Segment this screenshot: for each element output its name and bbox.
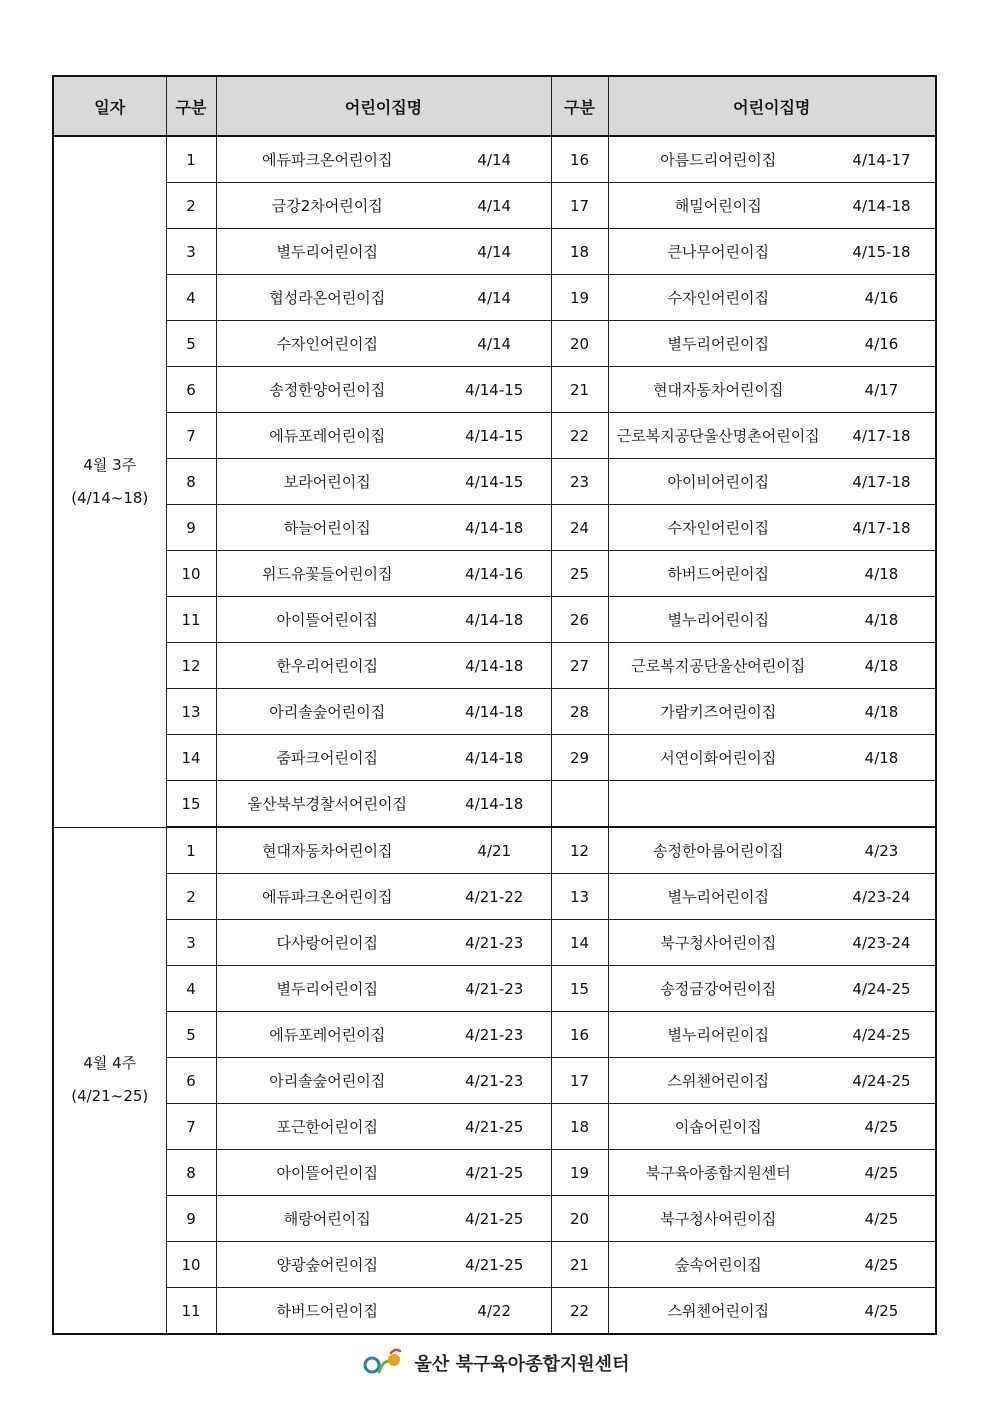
row-num-right [551,781,608,828]
visit-date-right: 4/25 [828,1150,936,1196]
center-name-right: 아이비어린이집 [608,459,828,505]
center-name-right: 송정한아름어린이집 [608,827,828,874]
row-num-left: 2 [166,183,216,229]
row-num-right: 17 [551,1058,608,1104]
week-range: (4/14~18) [71,488,149,507]
table-row [53,1104,936,1150]
row-num-right: 22 [551,1288,608,1335]
table-row [53,1288,936,1335]
center-name-right: 근로복지공단울산어린이집 [608,643,828,689]
row-num-right: 20 [551,321,608,367]
center-name-left: 송정한양어린이집 [216,367,438,413]
row-num-left: 11 [166,1288,216,1335]
header-name-left: 어린이집명 [216,76,551,136]
row-num-left: 9 [166,505,216,551]
center-name-left: 양광숲어린이집 [216,1242,438,1288]
visit-date-right: 4/24-25 [828,966,936,1012]
row-num-right: 18 [551,229,608,275]
center-name-left: 아이뜰어린이집 [216,597,438,643]
table-row [53,551,936,597]
table-row [53,1242,936,1288]
header-date: 일자 [53,76,166,136]
visit-date-left: 4/14 [438,229,551,275]
table-row [53,321,936,367]
table-row [53,459,936,505]
header-num-right: 구분 [551,76,608,136]
center-name-left: 별두리어린이집 [216,229,438,275]
center-name-right: 별누리어린이집 [608,597,828,643]
center-name-left: 줌파크어린이집 [216,735,438,781]
center-name-left: 해랑어린이집 [216,1196,438,1242]
center-name-right: 근로복지공단울산명촌어린이집 [608,413,828,459]
visit-date-right: 4/24-25 [828,1012,936,1058]
center-name-left: 보라어린이집 [216,459,438,505]
row-num-right: 14 [551,920,608,966]
visit-date-left: 4/14-15 [438,459,551,505]
center-name-left: 별두리어린이집 [216,966,438,1012]
row-num-left: 7 [166,413,216,459]
visit-date-left: 4/21-23 [438,1012,551,1058]
center-name-right: 스위첸어린이집 [608,1058,828,1104]
center-name-left: 현대자동차어린이집 [216,827,438,874]
row-num-left: 5 [166,321,216,367]
week-cell [53,136,166,827]
visit-date-left: 4/21-23 [438,920,551,966]
center-name-right: 가람키즈어린이집 [608,689,828,735]
visit-date-left: 4/21-22 [438,874,551,920]
visit-date-right: 4/15-18 [828,229,936,275]
row-num-left: 12 [166,643,216,689]
center-name-left: 에듀파크온어린이집 [216,874,438,920]
week-range: (4/21~25) [71,1087,149,1106]
table-row [53,1150,936,1196]
visit-date-right: 4/25 [828,1196,936,1242]
header-num-left: 구분 [166,76,216,136]
center-name-right: 현대자동차어린이집 [608,367,828,413]
table-row [53,229,936,275]
visit-date-left: 4/14-18 [438,735,551,781]
week-label: 4월 3주 [83,455,137,474]
table-row [53,136,936,183]
row-num-right: 23 [551,459,608,505]
center-name-left: 아리솔숲어린이집 [216,1058,438,1104]
center-name-left: 아이뜰어린이집 [216,1150,438,1196]
row-num-left: 3 [166,229,216,275]
visit-date-left: 4/14-18 [438,781,551,828]
row-num-right: 19 [551,1150,608,1196]
table-row [53,413,936,459]
footer [0,1345,992,1381]
visit-date-right: 4/16 [828,321,936,367]
row-num-right: 13 [551,874,608,920]
visit-date-left: 4/22 [438,1288,551,1335]
center-name-right: 큰나무어린이집 [608,229,828,275]
row-num-left: 13 [166,689,216,735]
center-name-right: 별두리어린이집 [608,321,828,367]
row-num-left: 1 [166,136,216,183]
table-row [53,1012,936,1058]
center-name-right [608,781,828,828]
table-row [53,874,936,920]
center-name-left: 하버드어린이집 [216,1288,438,1335]
center-name-left: 하늘어린이집 [216,505,438,551]
row-num-left: 6 [166,367,216,413]
visit-date-left: 4/14-18 [438,689,551,735]
row-num-left: 1 [166,827,216,874]
table-row [53,505,936,551]
visit-date-right: 4/18 [828,689,936,735]
visit-date-left: 4/14 [438,321,551,367]
center-name-right: 스위첸어린이집 [608,1288,828,1335]
row-num-right: 22 [551,413,608,459]
center-name-right: 해밀어린이집 [608,183,828,229]
visit-date-right: 4/23 [828,827,936,874]
table-row [53,367,936,413]
row-num-left: 15 [166,781,216,828]
table-row [53,735,936,781]
visit-date-right [828,781,936,828]
week-label: 4월 4주 [83,1054,137,1073]
row-num-left: 6 [166,1058,216,1104]
table-row [53,1196,936,1242]
visit-date-right: 4/25 [828,1242,936,1288]
visit-date-right: 4/17-18 [828,459,936,505]
visit-date-right: 4/17-18 [828,505,936,551]
schedule-body [53,136,936,1334]
row-num-right: 16 [551,136,608,183]
row-num-left: 10 [166,1242,216,1288]
table-row [53,643,936,689]
visit-date-left: 4/21-23 [438,966,551,1012]
visit-date-left: 4/14 [438,183,551,229]
header-name-right: 어린이집명 [608,76,936,136]
center-name-left: 포근한어린이집 [216,1104,438,1150]
schedule-table [52,75,937,1335]
center-name-right: 숲속어린이집 [608,1242,828,1288]
visit-date-left: 4/14-18 [438,643,551,689]
visit-date-left: 4/14-18 [438,505,551,551]
row-num-left: 5 [166,1012,216,1058]
center-name-left: 금강2차어린이집 [216,183,438,229]
center-name-right: 수자인어린이집 [608,275,828,321]
row-num-right: 18 [551,1104,608,1150]
row-num-right: 27 [551,643,608,689]
row-num-right: 21 [551,1242,608,1288]
visit-date-left: 4/14 [438,275,551,321]
row-num-left: 2 [166,874,216,920]
visit-date-left: 4/14-15 [438,413,551,459]
visit-date-left: 4/14-16 [438,551,551,597]
center-name-left: 에듀포레어린이집 [216,1012,438,1058]
visit-date-right: 4/16 [828,275,936,321]
center-name-left: 에듀파크온어린이집 [216,136,438,183]
row-num-right: 17 [551,183,608,229]
row-num-left: 4 [166,275,216,321]
visit-date-right: 4/18 [828,643,936,689]
row-num-left: 8 [166,459,216,505]
visit-date-right: 4/25 [828,1288,936,1335]
center-name-right: 하버드어린이집 [608,551,828,597]
center-name-right: 북구청사어린이집 [608,1196,828,1242]
center-name-right: 북구청사어린이집 [608,920,828,966]
visit-date-right: 4/18 [828,735,936,781]
center-logo-icon [363,1348,407,1378]
center-name-left: 에듀포레어린이집 [216,413,438,459]
org-name: 울산 북구육아종합지원센터 [414,1354,630,1375]
table-row [53,597,936,643]
table-row [53,183,936,229]
row-num-left: 11 [166,597,216,643]
row-num-left: 9 [166,1196,216,1242]
visit-date-right: 4/18 [828,551,936,597]
center-name-right: 별누리어린이집 [608,1012,828,1058]
visit-date-right: 4/14-18 [828,183,936,229]
visit-date-left: 4/21 [438,827,551,874]
center-name-right: 송정금강어린이집 [608,966,828,1012]
row-num-right: 16 [551,1012,608,1058]
visit-date-right: 4/17 [828,367,936,413]
visit-date-left: 4/21-23 [438,1058,551,1104]
row-num-right: 12 [551,827,608,874]
week-cell [53,827,166,1334]
center-name-left: 수자인어린이집 [216,321,438,367]
visit-date-left: 4/14-15 [438,367,551,413]
table-row [53,1058,936,1104]
table-row [53,920,936,966]
row-num-right: 26 [551,597,608,643]
table-row [53,966,936,1012]
row-num-left: 7 [166,1104,216,1150]
center-name-right: 아름드리어린이집 [608,136,828,183]
center-name-left: 다사랑어린이집 [216,920,438,966]
row-num-right: 25 [551,551,608,597]
visit-date-right: 4/17-18 [828,413,936,459]
center-name-left: 아리솔숲어린이집 [216,689,438,735]
table-row [53,689,936,735]
visit-date-right: 4/23-24 [828,920,936,966]
visit-date-left: 4/21-25 [438,1196,551,1242]
visit-date-left: 4/14-18 [438,597,551,643]
row-num-right: 21 [551,367,608,413]
visit-date-right: 4/25 [828,1104,936,1150]
center-name-left: 위드유꽃들어린이집 [216,551,438,597]
visit-date-right: 4/24-25 [828,1058,936,1104]
center-name-right: 수자인어린이집 [608,505,828,551]
visit-date-left: 4/21-25 [438,1242,551,1288]
row-num-right: 19 [551,275,608,321]
row-num-left: 10 [166,551,216,597]
row-num-right: 20 [551,1196,608,1242]
center-name-left: 한우리어린이집 [216,643,438,689]
row-num-right: 15 [551,966,608,1012]
center-name-right: 북구육아종합지원센터 [608,1150,828,1196]
row-num-left: 4 [166,966,216,1012]
visit-date-right: 4/23-24 [828,874,936,920]
table-row [53,781,936,828]
header-row [53,76,936,136]
center-name-right: 별누리어린이집 [608,874,828,920]
visit-date-left: 4/21-25 [438,1104,551,1150]
visit-date-right: 4/18 [828,597,936,643]
visit-date-right: 4/14-17 [828,136,936,183]
center-name-left: 울산북부경찰서어린이집 [216,781,438,828]
row-num-left: 3 [166,920,216,966]
table-row [53,275,936,321]
row-num-left: 8 [166,1150,216,1196]
row-num-right: 24 [551,505,608,551]
table-row [53,827,936,874]
row-num-right: 29 [551,735,608,781]
center-name-right: 이솝어린이집 [608,1104,828,1150]
row-num-right: 28 [551,689,608,735]
center-name-left: 협성라온어린이집 [216,275,438,321]
visit-date-left: 4/21-25 [438,1150,551,1196]
center-name-right: 서연이화어린이집 [608,735,828,781]
visit-date-left: 4/14 [438,136,551,183]
row-num-left: 14 [166,735,216,781]
